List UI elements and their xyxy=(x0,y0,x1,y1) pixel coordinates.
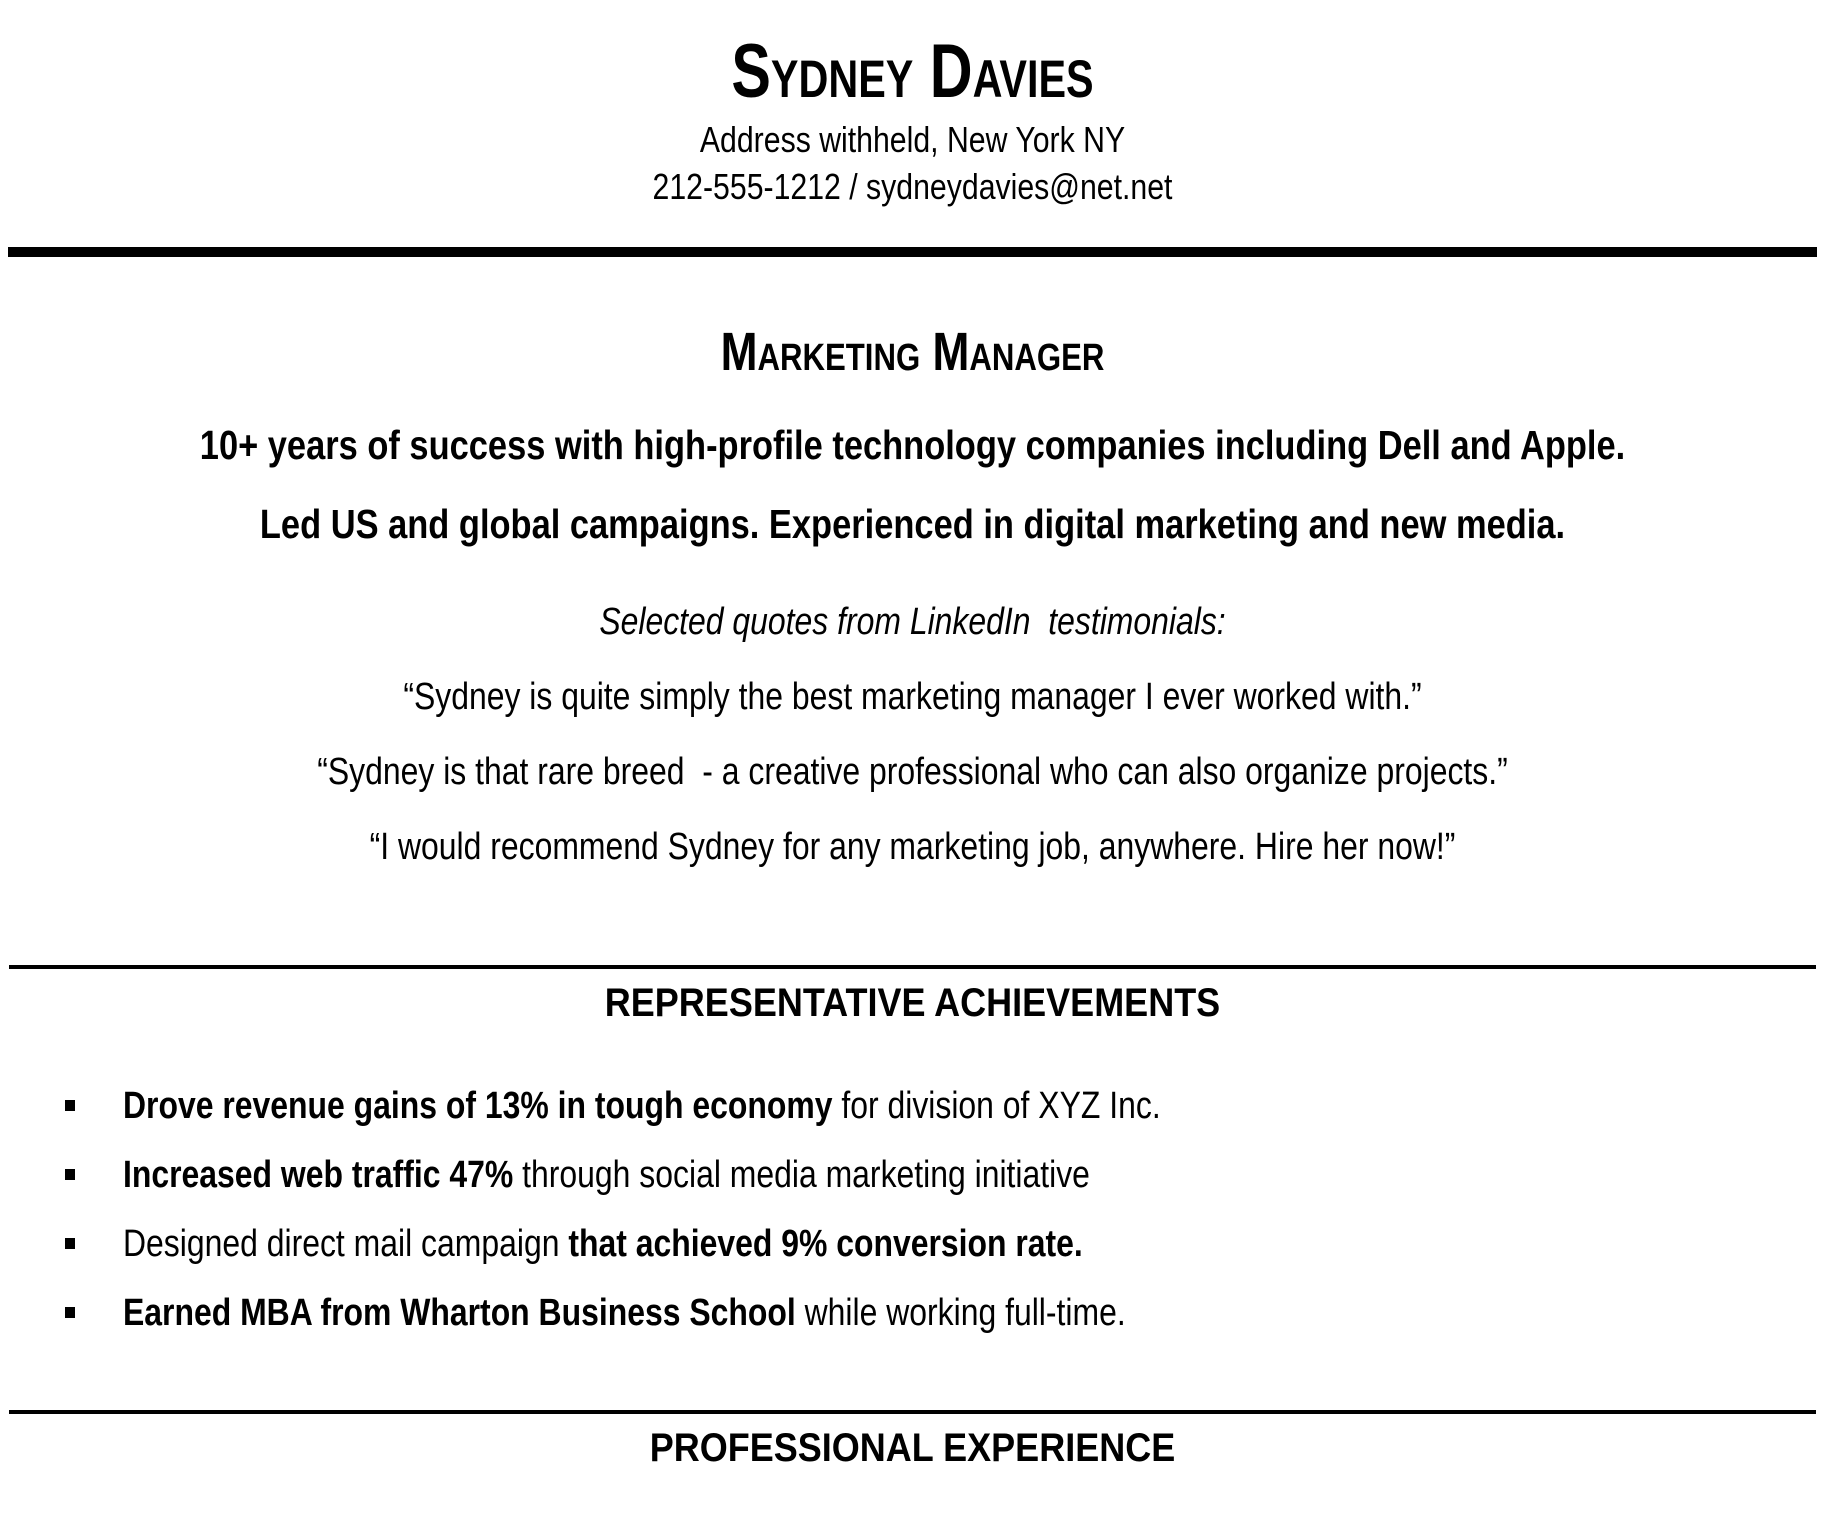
resume-document xyxy=(0,29,1825,1517)
achievement-text xyxy=(123,1156,1090,1194)
achievement-bold-text: Drove revenue gains of 13% in tough economy xyxy=(123,1085,833,1127)
achievement-bold-text: that achieved 9% conversion rate. xyxy=(568,1223,1083,1265)
job-title: Marketing Manager xyxy=(720,322,1105,382)
summary-line-1: 10+ years of success with high-profile technology companies including Dell and Apple. xyxy=(199,422,1626,468)
testimonial-quote-1: “Sydney is quite simply the best marketing manager I ever worked with.” xyxy=(403,676,1422,718)
achievement-item xyxy=(65,1087,1825,1125)
experience-heading: PROFESSIONAL EXPERIENCE xyxy=(649,1426,1176,1470)
resume-header xyxy=(0,29,1825,207)
achievement-bold-text: Earned MBA from Wharton Business School xyxy=(123,1292,796,1334)
achievement-text xyxy=(123,1225,1083,1263)
achievement-text xyxy=(123,1087,1161,1125)
experience-section xyxy=(0,1428,1825,1468)
achievement-item xyxy=(65,1294,1825,1332)
address-line: Address withheld, New York NY xyxy=(699,119,1126,160)
achievement-regular-text: Designed direct mail campaign xyxy=(123,1223,569,1265)
achievements-heading: REPRESENTATIVE ACHIEVEMENTS xyxy=(604,981,1221,1025)
achievement-regular-text: through social media marketing initiative xyxy=(513,1154,1090,1196)
achievement-item xyxy=(65,1225,1825,1263)
achievements-section xyxy=(0,983,1825,1332)
experience-divider xyxy=(9,1410,1816,1414)
testimonials-intro: Selected quotes from LinkedIn testimonials: xyxy=(599,601,1226,643)
achievements-list xyxy=(65,1087,1825,1332)
summary-line-2: Led US and global campaigns. Experienced in digital marketing and new media. xyxy=(259,501,1566,547)
achievement-item xyxy=(65,1156,1825,1194)
header-divider xyxy=(8,247,1817,257)
achievement-regular-text: for division of XYZ Inc. xyxy=(832,1085,1161,1127)
achievements-divider xyxy=(9,965,1816,969)
achievement-regular-text: while working full-time. xyxy=(795,1292,1126,1334)
phone-email-line: 212-555-1212 / sydneydavies@net.net xyxy=(652,166,1173,207)
profile-section xyxy=(0,322,1825,868)
testimonial-quote-2: “Sydney is that rare breed - a creative professional who can also organize projects.” xyxy=(317,751,1508,793)
candidate-name: Sydney Davies xyxy=(731,29,1094,114)
achievement-text xyxy=(123,1294,1126,1332)
achievement-bold-text: Increased web traffic 47% xyxy=(123,1154,514,1196)
testimonial-quote-3: “I would recommend Sydney for any marketing job, anywhere. Hire her now!” xyxy=(369,826,1456,868)
